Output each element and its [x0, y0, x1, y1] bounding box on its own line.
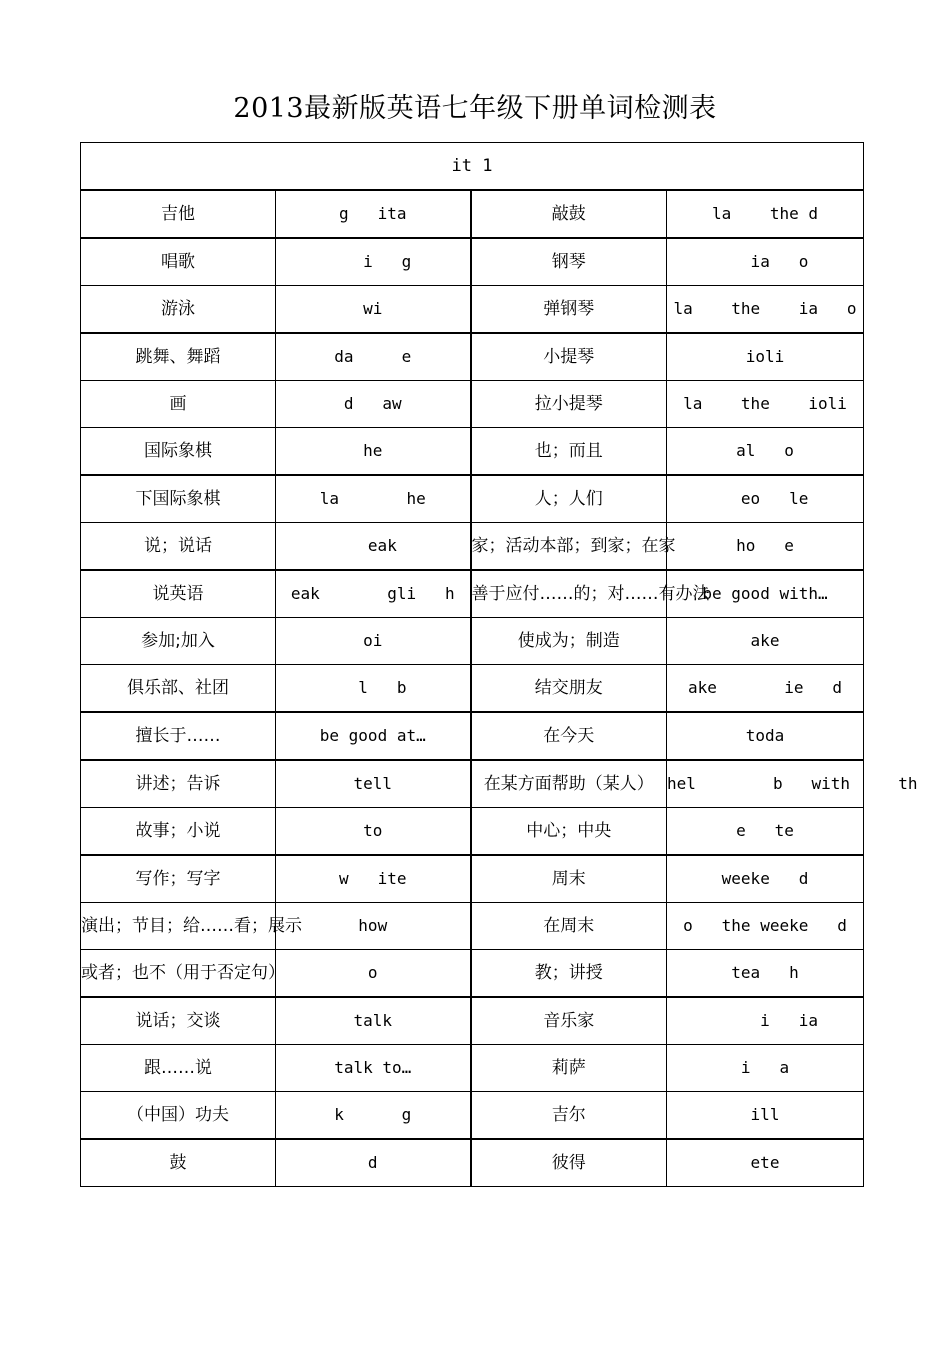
chinese-term-text: 莉萨 — [551, 1057, 586, 1078]
english-answer — [667, 286, 864, 334]
english-answer-text: talk — [353, 1011, 393, 1030]
chinese-term-text: 家；活动本部；到家；在家 — [471, 535, 676, 556]
unit-header: it 1 — [81, 143, 864, 191]
chinese-term-text: 或者；也不（用于否定句） — [81, 962, 285, 983]
chinese-term — [81, 808, 276, 856]
english-answer-text: he — [363, 441, 383, 460]
page-title: 2013最新版英语七年级下册单词检测表 — [233, 93, 717, 124]
english-answer-text: da e — [334, 347, 412, 366]
chinese-term — [81, 475, 276, 523]
chinese-term-text: 唱歌 — [161, 251, 195, 272]
chinese-term-text: 也；而且 — [534, 440, 603, 461]
chinese-term — [471, 381, 667, 428]
chinese-term — [471, 1139, 667, 1187]
english-answer-text: d — [367, 1153, 378, 1172]
table-row — [81, 618, 864, 665]
unit-header-row — [81, 143, 864, 191]
chinese-term-text: 在某方面帮助（某人） — [483, 773, 654, 794]
chinese-term — [471, 903, 667, 950]
vocab-table — [80, 142, 918, 1187]
chinese-term-text: 吉他 — [161, 203, 195, 224]
english-answer-text: d aw — [343, 394, 402, 413]
english-answer — [276, 475, 471, 523]
english-answer-text: ake — [750, 631, 780, 650]
chinese-term — [471, 333, 667, 381]
english-answer — [276, 855, 471, 903]
table-row — [81, 428, 864, 476]
chinese-term-text: 国际象棋 — [144, 440, 212, 461]
english-answer-text: be good with… — [702, 584, 828, 603]
chinese-term — [471, 428, 667, 476]
chinese-term-text: 小提琴 — [543, 346, 595, 367]
chinese-term — [471, 618, 667, 665]
chinese-term — [471, 665, 667, 713]
english-answer — [276, 428, 471, 476]
english-answer — [276, 1092, 471, 1140]
english-answer-text: o — [367, 963, 378, 982]
english-answer — [276, 618, 471, 665]
english-answer — [667, 475, 864, 523]
english-answer — [667, 523, 864, 571]
table-row — [81, 855, 864, 903]
english-answer — [276, 808, 471, 856]
english-answer — [667, 855, 864, 903]
table-row — [81, 286, 864, 334]
english-answer-text: i ia — [712, 1011, 818, 1030]
chinese-term-text: 参加;加入 — [141, 630, 215, 651]
table-row — [81, 760, 864, 808]
chinese-term-text: 教；讲授 — [534, 962, 603, 983]
english-answer — [667, 712, 864, 760]
table-row — [81, 523, 864, 571]
english-answer — [276, 1139, 471, 1187]
english-answer — [667, 570, 864, 618]
english-answer — [667, 618, 864, 665]
chinese-term-text: 鼓 — [169, 1152, 187, 1173]
chinese-term — [471, 997, 667, 1045]
chinese-term — [81, 855, 276, 903]
english-answer-text: oi — [363, 631, 383, 650]
english-answer-text: la the d — [712, 204, 818, 223]
english-answer-text: hel b with th — [667, 774, 918, 793]
chinese-term — [81, 238, 276, 286]
chinese-term — [471, 712, 667, 760]
chinese-term — [471, 950, 667, 998]
chinese-term-text: 敲鼓 — [551, 203, 586, 224]
english-answer — [667, 381, 864, 428]
chinese-term — [81, 570, 276, 618]
english-answer-text: ake ie d — [687, 678, 843, 697]
chinese-term — [81, 997, 276, 1045]
english-answer — [667, 428, 864, 476]
english-answer — [667, 1092, 864, 1140]
english-answer-text: la the ioli — [683, 394, 847, 413]
english-answer-text: weeke d — [721, 869, 809, 888]
english-answer — [276, 190, 471, 238]
chinese-term-text: 画 — [169, 393, 187, 414]
chinese-term — [81, 286, 276, 334]
english-answer-text: eak — [348, 536, 397, 555]
chinese-term — [81, 190, 276, 238]
chinese-term — [471, 808, 667, 856]
chinese-term — [81, 712, 276, 760]
english-answer — [667, 950, 864, 998]
table-row — [81, 665, 864, 713]
english-answer-text: w ite — [339, 869, 407, 888]
chinese-term — [471, 190, 667, 238]
chinese-term-text: 结交朋友 — [534, 677, 603, 698]
chinese-term-text: 写作；写字 — [135, 868, 221, 889]
table-row — [81, 475, 864, 523]
chinese-term — [471, 855, 667, 903]
chinese-term — [471, 570, 710, 618]
english-answer-text: talk to… — [334, 1058, 412, 1077]
english-answer — [667, 333, 864, 381]
english-answer — [276, 903, 471, 950]
chinese-term — [471, 760, 667, 808]
english-answer — [276, 381, 471, 428]
table-row — [81, 1139, 864, 1187]
chinese-term — [471, 238, 667, 286]
table-row — [81, 381, 864, 428]
chinese-term — [471, 523, 676, 571]
chinese-term-text: 游泳 — [161, 298, 195, 319]
chinese-term — [81, 1092, 276, 1140]
english-answer — [667, 1139, 864, 1187]
table-row — [81, 1045, 864, 1092]
english-answer-text: i g — [334, 252, 412, 271]
english-answer — [667, 1045, 864, 1092]
chinese-term-text: （中国）功夫 — [127, 1104, 229, 1125]
english-answer-text: g ita — [339, 204, 407, 223]
english-answer-text: ho e — [736, 536, 794, 555]
table-row — [81, 712, 864, 760]
english-answer-text: ia o — [721, 252, 809, 271]
chinese-term-text: 说英语 — [152, 583, 204, 604]
table-row — [81, 903, 864, 950]
chinese-term — [81, 333, 276, 381]
chinese-term — [81, 950, 285, 998]
chinese-term — [81, 428, 276, 476]
chinese-term — [81, 903, 302, 950]
chinese-term-text: 钢琴 — [551, 251, 586, 272]
chinese-term — [81, 1045, 276, 1092]
english-answer-text: toda — [745, 726, 785, 745]
english-answer — [667, 760, 918, 808]
chinese-term-text: 人；人们 — [534, 488, 603, 509]
english-answer — [276, 997, 471, 1045]
english-answer-text: eak gli h — [290, 584, 455, 603]
english-answer — [667, 665, 864, 713]
english-answer — [276, 238, 471, 286]
english-answer — [276, 665, 471, 713]
english-answer-text: i a — [740, 1058, 790, 1077]
english-answer — [276, 286, 471, 334]
chinese-term-text: 擅长于…… — [135, 725, 221, 746]
table-row — [81, 808, 864, 856]
chinese-term-text: 下国际象棋 — [135, 488, 221, 509]
chinese-term-text: 在周末 — [543, 915, 595, 936]
chinese-term-text: 跳舞、舞蹈 — [135, 346, 221, 367]
english-answer-text: ioli — [745, 347, 785, 366]
english-answer-text: al o — [736, 441, 794, 460]
chinese-term-text: 音乐家 — [543, 1010, 595, 1031]
english-answer — [276, 523, 471, 571]
chinese-term-text: 使成为；制造 — [517, 630, 620, 651]
english-answer-text: la he — [319, 489, 426, 508]
chinese-term-text: 演出；节目；给……看；展示 — [81, 915, 302, 936]
english-answer-text: tea h — [731, 963, 799, 982]
chinese-term — [81, 665, 276, 713]
english-answer-text: k g — [334, 1105, 412, 1124]
chinese-term — [81, 1139, 276, 1187]
chinese-term-text: 俱乐部、社团 — [127, 677, 229, 698]
chinese-term-text: 跟……说 — [144, 1057, 212, 1078]
english-answer — [276, 712, 471, 760]
english-answer-text: o the weeke d — [683, 916, 847, 935]
chinese-term-text: 善于应付……的；对……有办法 — [471, 583, 710, 604]
english-answer — [667, 997, 864, 1045]
table-row — [81, 238, 864, 286]
english-answer-text: eo le — [721, 489, 809, 508]
table-row — [81, 333, 864, 381]
chinese-term-text: 弹钢琴 — [543, 298, 595, 319]
chinese-term-text: 拉小提琴 — [534, 393, 603, 414]
english-answer — [276, 570, 471, 618]
english-answer — [276, 950, 471, 998]
english-answer-text: la the ia o — [673, 299, 857, 318]
table-row — [81, 190, 864, 238]
chinese-term-text: 周末 — [551, 868, 586, 889]
table-row — [81, 997, 864, 1045]
chinese-term — [471, 1045, 667, 1092]
chinese-term — [471, 286, 667, 334]
english-answer-text: be good at… — [319, 726, 426, 745]
chinese-term-text: 彼得 — [551, 1152, 586, 1173]
english-answer — [667, 190, 864, 238]
table-row — [81, 950, 864, 998]
english-answer-text: ill — [750, 1105, 780, 1124]
english-answer — [276, 1045, 471, 1092]
chinese-term — [81, 381, 276, 428]
chinese-term-text: 说；说话 — [144, 535, 212, 556]
english-answer — [667, 808, 864, 856]
english-answer-text: how — [358, 916, 388, 935]
chinese-term — [81, 618, 276, 665]
english-answer-text: ete — [750, 1153, 780, 1172]
english-answer-text: l b — [339, 678, 407, 697]
english-answer — [667, 238, 864, 286]
english-answer — [667, 903, 864, 950]
chinese-term — [81, 523, 276, 571]
chinese-term-text: 吉尔 — [551, 1104, 586, 1125]
chinese-term — [471, 475, 667, 523]
english-answer — [276, 760, 471, 808]
chinese-term-text: 在今天 — [543, 725, 595, 746]
english-answer-text: to — [363, 821, 383, 840]
chinese-term-text: 说话；交谈 — [135, 1010, 221, 1031]
chinese-term — [81, 760, 276, 808]
chinese-term-text: 故事；小说 — [135, 820, 221, 841]
chinese-term-text: 中心；中央 — [526, 820, 612, 841]
chinese-term — [471, 1092, 667, 1140]
english-answer-text: e te — [736, 821, 794, 840]
english-answer-text: tell — [353, 774, 393, 793]
table-row — [81, 1092, 864, 1140]
chinese-term-text: 讲述；告诉 — [135, 773, 221, 794]
english-answer-text: wi — [363, 299, 383, 318]
table-row — [81, 570, 864, 618]
english-answer — [276, 333, 471, 381]
